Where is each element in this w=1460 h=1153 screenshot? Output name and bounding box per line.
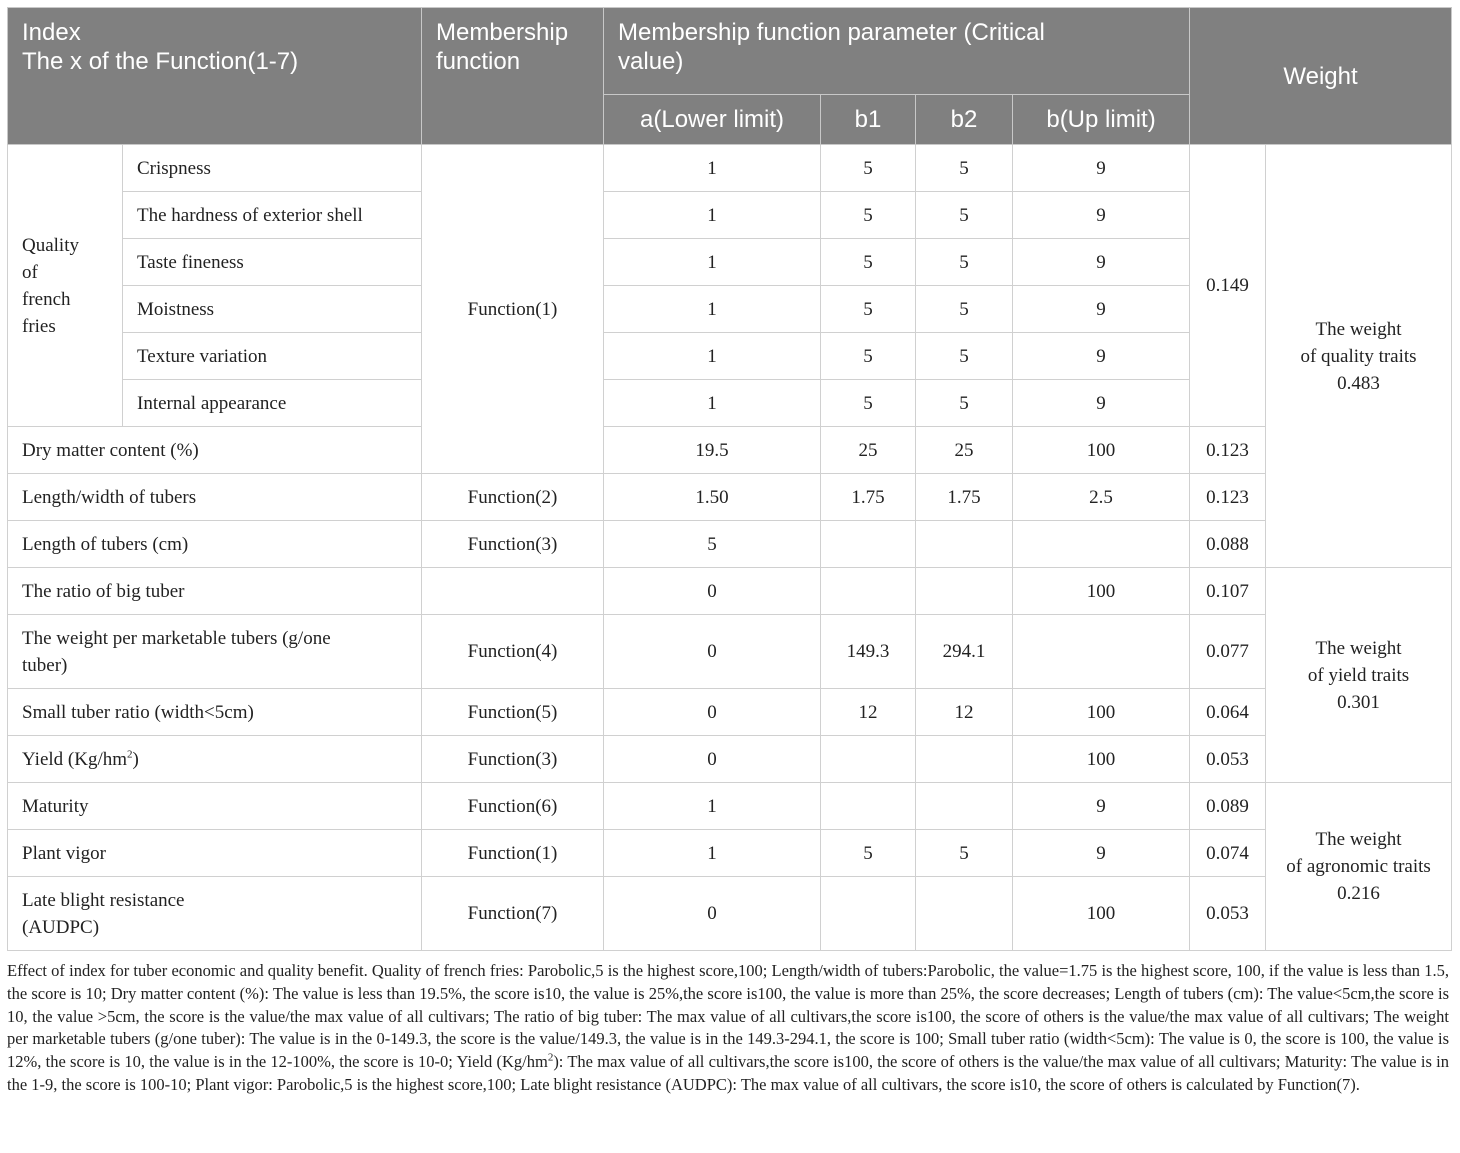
table-row bbox=[8, 427, 1452, 474]
value-b2: 5 bbox=[916, 380, 1013, 427]
value-a: 19.5 bbox=[604, 427, 821, 474]
index-name: Maturity bbox=[8, 783, 422, 830]
value-a: 1 bbox=[604, 830, 821, 877]
value-b: 9 bbox=[1013, 192, 1190, 239]
value-b: 2.5 bbox=[1013, 474, 1190, 521]
group-weight-value: 0.301 bbox=[1337, 691, 1380, 713]
value-b1: 5 bbox=[821, 830, 916, 877]
header-index-line2: The x of the Function(1-7) bbox=[22, 48, 299, 75]
value-b2 bbox=[916, 783, 1013, 830]
index-weight: 0.077 bbox=[1190, 615, 1266, 689]
quality-label-word: Quality bbox=[22, 234, 79, 256]
index-name: Late blight resistance (AUDPC) bbox=[8, 877, 422, 951]
index-name: Crispness bbox=[123, 145, 422, 192]
value-b1: 5 bbox=[821, 380, 916, 427]
value-a: 1 bbox=[604, 333, 821, 380]
value-b: 100 bbox=[1013, 689, 1190, 736]
value-b: 9 bbox=[1013, 783, 1190, 830]
value-b1: 25 bbox=[821, 427, 916, 474]
index-name: Length of tubers (cm) bbox=[8, 521, 422, 568]
membership-function-table bbox=[7, 7, 1452, 951]
group-weight-yield bbox=[1266, 568, 1452, 783]
value-a: 0 bbox=[604, 615, 821, 689]
value-a: 0 bbox=[604, 689, 821, 736]
index-weight: 0.123 bbox=[1190, 427, 1266, 474]
membership-function: Function(5) bbox=[422, 689, 604, 736]
value-a: 0 bbox=[604, 736, 821, 783]
group-weight-line: of agronomic traits bbox=[1286, 856, 1431, 877]
table-row bbox=[8, 474, 1452, 521]
value-b: 100 bbox=[1013, 877, 1190, 951]
header-membership-function bbox=[422, 8, 604, 145]
value-a: 1.50 bbox=[604, 474, 821, 521]
index-name: The weight per marketable tubers (g/one tuber) bbox=[8, 615, 422, 689]
value-b2: 12 bbox=[916, 689, 1013, 736]
table-row bbox=[8, 689, 1452, 736]
value-b2: 5 bbox=[916, 830, 1013, 877]
value-b2: 5 bbox=[916, 192, 1013, 239]
membership-function: Function(3) bbox=[422, 736, 604, 783]
value-b1 bbox=[821, 877, 916, 951]
table-row bbox=[8, 830, 1452, 877]
header-membership-line1: Membership bbox=[436, 19, 569, 46]
header-index bbox=[8, 8, 422, 145]
value-b: 9 bbox=[1013, 333, 1190, 380]
value-b1: 5 bbox=[821, 145, 916, 192]
value-b: 100 bbox=[1013, 568, 1190, 615]
quality-label-word: french bbox=[22, 288, 71, 310]
group-weight-line: The weight bbox=[1315, 637, 1402, 659]
value-b: 9 bbox=[1013, 380, 1190, 427]
header-param-line2: value) bbox=[618, 48, 684, 75]
table-row bbox=[8, 736, 1452, 783]
value-b1 bbox=[821, 783, 916, 830]
value-b2: 5 bbox=[916, 145, 1013, 192]
value-b bbox=[1013, 615, 1190, 689]
value-b1 bbox=[821, 568, 916, 615]
value-b: 100 bbox=[1013, 427, 1190, 474]
value-b1 bbox=[821, 521, 916, 568]
value-b1: 1.75 bbox=[821, 474, 916, 521]
index-name: The ratio of big tuber bbox=[8, 568, 422, 615]
value-b: 9 bbox=[1013, 286, 1190, 333]
header-index-line1: Index bbox=[22, 19, 81, 46]
value-b2: 1.75 bbox=[916, 474, 1013, 521]
value-a: 0 bbox=[604, 877, 821, 951]
header-b-up-limit: b(Up limit) bbox=[1013, 95, 1190, 145]
index-name: Plant vigor bbox=[8, 830, 422, 877]
value-b1 bbox=[821, 736, 916, 783]
index-weight: 0.088 bbox=[1190, 521, 1266, 568]
index-weight: 0.089 bbox=[1190, 783, 1266, 830]
value-b2 bbox=[916, 521, 1013, 568]
index-name: Small tuber ratio (width<5cm) bbox=[8, 689, 422, 736]
header-membership-line2: function bbox=[436, 48, 521, 75]
header-weight: Weight bbox=[1190, 8, 1452, 145]
yield-label: Yield (Kg/hm bbox=[22, 748, 128, 770]
index-name: Internal appearance bbox=[123, 380, 422, 427]
value-a: 5 bbox=[604, 521, 821, 568]
footnote-part2: ): The max value of all cultivars,the score is100, the score of others is the value/the max value of all cultivars; Maturity: The value is in the 1-9, the score is 100-10; Plant vigor: Parobolic,5 is the highest score,100; Late blight resistance (AUDPC): The max value of all cultivars, the score is10, the score of others is calculated by Function(7). bbox=[7, 1052, 1449, 1094]
group-weight-agronomic bbox=[1266, 783, 1452, 951]
value-b2: 294.1 bbox=[916, 615, 1013, 689]
membership-function: Function(3) bbox=[422, 521, 604, 568]
value-b2: 5 bbox=[916, 286, 1013, 333]
index-weight: 0.053 bbox=[1190, 736, 1266, 783]
membership-function: Function(4) bbox=[422, 615, 604, 689]
membership-function: Function(7) bbox=[422, 877, 604, 951]
index-name: Taste fineness bbox=[123, 239, 422, 286]
table-row bbox=[8, 783, 1452, 830]
table-row bbox=[8, 877, 1452, 951]
header-parameter bbox=[604, 8, 1190, 95]
index-weight: 0.074 bbox=[1190, 830, 1266, 877]
footnote-part1: Effect of index for tuber economic and quality benefit. Quality of french fries: Parobolic,5 is the highest score,100; Length/width of tubers:Parobolic, the value=1.75 is the highest score, 100, if the value is less than 1.5, the score is 10; Dry matter content (%): The value is less than 19.5%, the score is10, the value is 25%,the score is100, the value is more than 25%, the score decreases; Length of tubers (cm): The value<5cm,the score is 10, the value >5cm, the score is the value/the max value of all cultivars; The ratio of big tuber: The max value of all cultivars,the score is100, the score of others is the value/the max value of all cultivars; The weight per marketable tubers (g/one tuber): The value is in the 0-149.3, the score is the value/149.3, the value is in the 149.3-294.1, the score is 100; Small tuber ratio (width<5cm): The value is 0, the score is 100, the value is 12%, the score is 10, the value is in the 12-100%, the score is 10-0; Yield (Kg/hm bbox=[7, 961, 1449, 1072]
header-param-line1: Membership function parameter (Critical bbox=[618, 19, 1045, 46]
value-b: 9 bbox=[1013, 239, 1190, 286]
header-b1: b1 bbox=[821, 95, 916, 145]
value-b: 100 bbox=[1013, 736, 1190, 783]
quality-group-label bbox=[8, 145, 123, 427]
group-weight-line: The weight bbox=[1315, 829, 1402, 850]
quality-label-word: of bbox=[22, 261, 38, 283]
header-a-lower-limit: a(Lower limit) bbox=[604, 95, 821, 145]
value-b: 9 bbox=[1013, 830, 1190, 877]
membership-function: Function(6) bbox=[422, 783, 604, 830]
membership-function: Function(1) bbox=[422, 145, 604, 474]
membership-function bbox=[422, 568, 604, 615]
value-a: 1 bbox=[604, 145, 821, 192]
footnote-superscript: 2 bbox=[547, 1051, 554, 1064]
index-weight: 0.123 bbox=[1190, 474, 1266, 521]
group-weight-value: 0.216 bbox=[1337, 883, 1380, 904]
value-b1: 5 bbox=[821, 333, 916, 380]
value-b2 bbox=[916, 877, 1013, 951]
value-b2: 25 bbox=[916, 427, 1013, 474]
table-footnote bbox=[7, 960, 1451, 1097]
value-a: 1 bbox=[604, 783, 821, 830]
value-b2 bbox=[916, 736, 1013, 783]
header-b2: b2 bbox=[916, 95, 1013, 145]
index-weight: 0.107 bbox=[1190, 568, 1266, 615]
index-weight: 0.064 bbox=[1190, 689, 1266, 736]
value-b2: 5 bbox=[916, 333, 1013, 380]
yield-label-superscript: 2 bbox=[127, 748, 133, 761]
index-name bbox=[8, 736, 422, 783]
value-b: 9 bbox=[1013, 145, 1190, 192]
quality-label-word: fries bbox=[22, 315, 56, 337]
index-name: Dry matter content (%) bbox=[8, 427, 422, 474]
yield-label-end: ) bbox=[132, 748, 139, 770]
table-row bbox=[8, 568, 1452, 615]
value-b1: 5 bbox=[821, 192, 916, 239]
value-a: 1 bbox=[604, 192, 821, 239]
quality-subweight: 0.149 bbox=[1190, 145, 1266, 427]
value-b1: 12 bbox=[821, 689, 916, 736]
value-a: 1 bbox=[604, 380, 821, 427]
index-name: Texture variation bbox=[123, 333, 422, 380]
value-a: 1 bbox=[604, 239, 821, 286]
table-figure bbox=[7, 7, 1451, 1097]
value-b2: 5 bbox=[916, 239, 1013, 286]
table-row bbox=[8, 145, 1452, 192]
value-b1: 5 bbox=[821, 286, 916, 333]
membership-function: Function(1) bbox=[422, 830, 604, 877]
value-b1: 5 bbox=[821, 239, 916, 286]
index-name: The hardness of exterior shell bbox=[123, 192, 422, 239]
value-b1: 149.3 bbox=[821, 615, 916, 689]
group-weight-line: The weight bbox=[1315, 318, 1402, 340]
index-weight: 0.053 bbox=[1190, 877, 1266, 951]
group-weight-line: of yield traits bbox=[1307, 664, 1410, 686]
index-name: Moistness bbox=[123, 286, 422, 333]
group-weight-line: of quality traits bbox=[1300, 345, 1417, 367]
value-b2 bbox=[916, 568, 1013, 615]
table-row bbox=[8, 521, 1452, 568]
table-row bbox=[8, 615, 1452, 689]
membership-function: Function(2) bbox=[422, 474, 604, 521]
value-a: 1 bbox=[604, 286, 821, 333]
value-a: 0 bbox=[604, 568, 821, 615]
value-b bbox=[1013, 521, 1190, 568]
group-weight-value: 0.483 bbox=[1337, 372, 1380, 394]
index-name: Length/width of tubers bbox=[8, 474, 422, 521]
group-weight-quality bbox=[1266, 145, 1452, 568]
